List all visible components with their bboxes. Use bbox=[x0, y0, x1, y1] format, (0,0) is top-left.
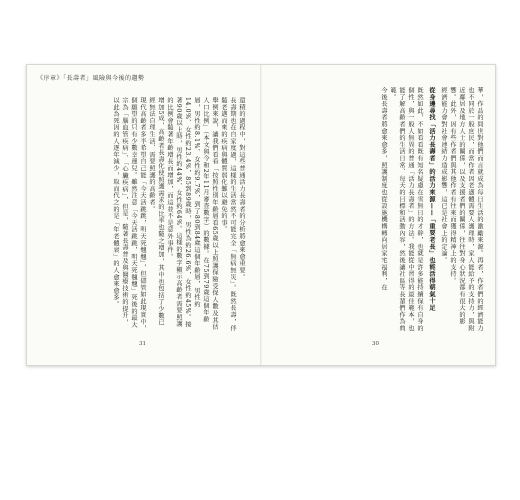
left-paragraph-4: 增加5成，高齡者長壽化使照護需求的比率也隨之增加，其中也包括了少數已經無法自理生活、需要照護的高齡者。 bbox=[148, 97, 164, 326]
left-page bbox=[27, 65, 260, 365]
page-number-left: 31 bbox=[139, 341, 146, 347]
book-spread bbox=[26, 64, 496, 366]
right-paragraph-3: 既然如此，不如看看既有知名疑慮在雪無日的才幹，也就是許多能持續保有自身的個性，與一般人無異的普通「活力長壽者」的方法。我能從中習得的最佳範本，也能了解高齡者們的生活日常、每天的目標和活動內容，然後讓社區等長輩們作為典範。 bbox=[389, 87, 423, 332]
right-page-body bbox=[274, 87, 484, 332]
running-head: 《序章》「長壽者」風險與今後的趨勢 bbox=[37, 75, 145, 82]
left-paragraph-5: 現代高齡者多半希望自己能「今天活跳跳，明天死翹翹」，但儘管如此現實中，個願望的只有少數幸運兒。雖然注意「今天活跳跳，明天死翹翹」死後的最大宗為「腦血管疾病」、「心臟疾病」，但是，隨著長壽普及與醫療技術的提升，以此為死因的人逐年減少，取而代之的是「年老體衰」的人愈來愈多。 bbox=[112, 97, 146, 332]
left-paragraph-2: 長壽期也在自家度過，這樣的生活當然不可能完全「無病無災」。既然長壽，伴隨老邁而來的疾病與體質弱化難以避免的事。 bbox=[220, 97, 236, 332]
left-paragraph-1: 還積的過程中，對這些普通活力長壽者的分析將愈來愈重要。 bbox=[238, 97, 245, 281]
right-paragraph-1: 華，作品的問世對他們而言就成為每日生活的激勵來源。再者，作者們的經濟能力也不同於一般庶民，而當作者因老邁體需要人護理時，家人能給予的支持力，與附近鄰居及地方人士的關係，以及支援者們的關係，往往對身心狀況都有很大的影響。此外，因有些作者們與其他作者有往來而獲得精神上的支持。 bbox=[449, 87, 483, 332]
right-page bbox=[262, 65, 495, 365]
page-number-right: 30 bbox=[372, 341, 379, 347]
section-heading: 從身邊尋找「活力長壽者」的活力來源——「重要老長」也能活得朝氣十足 bbox=[428, 87, 435, 312]
right-paragraph-4: 今後長壽者將愈來愈多，照護制度也從設施機構轉向居家宅福利，在 bbox=[380, 87, 387, 291]
left-paragraph-3: 舉例來說，讓我們看看「按照性別年齡層看65歲以上照護保險受保人數及其估人口比例」（本文與令和2年11月審查數字）的數據。在75到79歲這個年齡層，男性約8.1%、女性約9.7%，到了80到84歲這個年齡層，男性約14.0%、女性約23.4%，85到89歲時，男性為約26.6%，女性約45%。接著90歲以上時，男性約44%、女性約64%。這樣的數字顯示高齡者需要照護的比例會隨著年齡增長而增加，而這並不是意外事件。 bbox=[166, 97, 218, 331]
right-paragraph-2: 經濟能力會對社會連結力造成影響，這已是社會上的定論。 bbox=[440, 87, 447, 264]
left-page-body bbox=[41, 97, 246, 332]
